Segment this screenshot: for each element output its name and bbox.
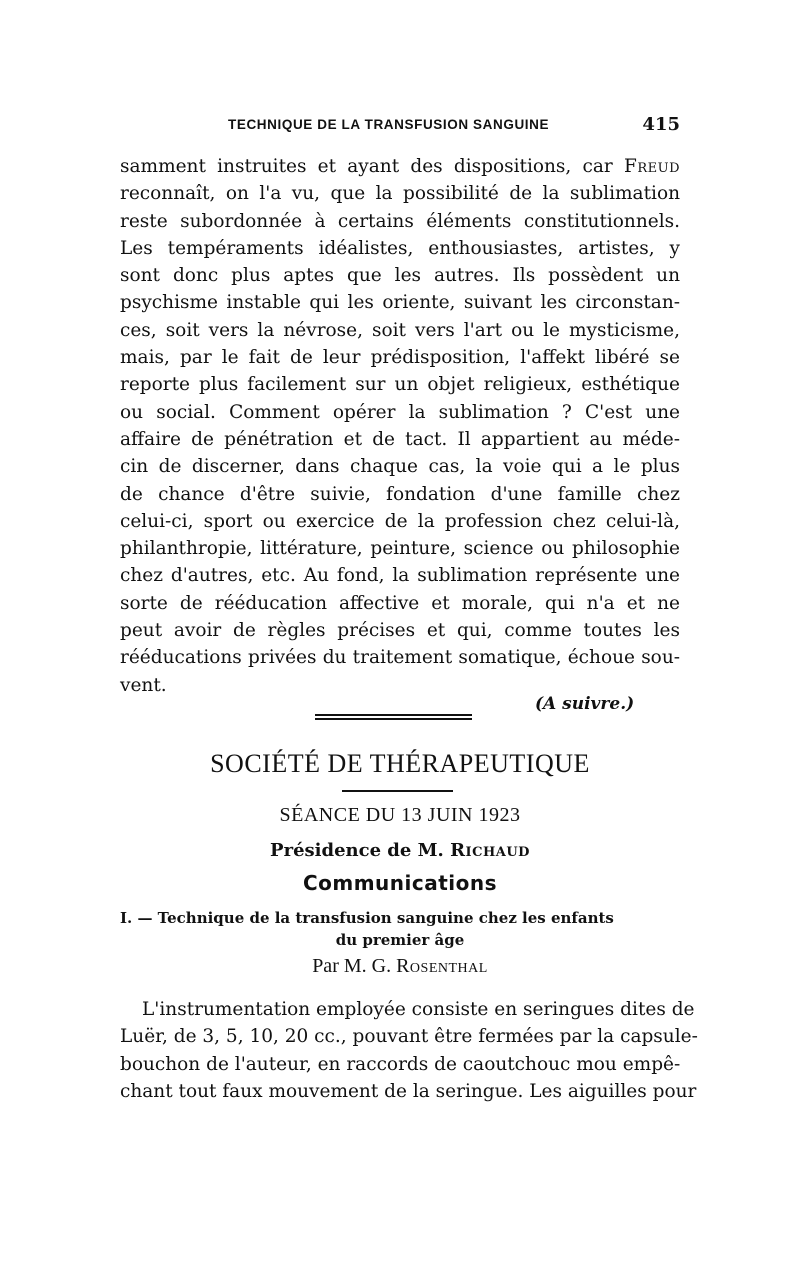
text-line: samment instruites et ayant des dispositions, car Freud [120, 156, 680, 177]
text-line: sont donc plus aptes que les autres. Ils possèdent un [120, 265, 680, 287]
text-line: Luër, de 3, 5, 10, 20 cc., pouvant être fermées par la capsule- [120, 1026, 698, 1048]
author-name: Rosenthal [396, 955, 488, 977]
communications-heading: Communications [302, 871, 498, 895]
text-line: Les tempéraments idéalistes, enthousiastes, artistes, y [120, 237, 680, 259]
double-rule-divider [315, 714, 472, 720]
article-title-line: du premier âge [335, 931, 465, 949]
text-line: philanthropie, littérature, peinture, science ou philosophie [120, 538, 680, 560]
running-head-title: TECHNIQUE DE LA TRANSFUSION SANGUINE [228, 117, 550, 132]
text-line: bouchon de l'auteur, en raccords de caoutchouc mou empê- [120, 1053, 681, 1075]
text-line: ces, soit vers la névrose, soit vers l'art ou le mysticisme, [120, 319, 680, 341]
text-line: rééducations privées du traitement somatique, échoue sou- [120, 647, 680, 669]
to-be-continued: (A suivre.) [535, 694, 635, 714]
text-line: mais, par le fait de leur prédisposition, l'affekt libéré se [120, 347, 680, 369]
text-line: L'instrumentation employée consiste en seringues dites de [142, 999, 695, 1020]
paragraph-sublimation [120, 153, 680, 699]
text-line: affaire de pénétration et de tact. Il appartient au méde- [120, 428, 680, 450]
article-title [120, 907, 680, 951]
author-name-freud: Freud [624, 156, 680, 177]
text-line: peut avoir de règles précises et qui, comme toutes les [120, 620, 680, 642]
text-line: chant tout faux mouvement de la seringue. Les aiguilles pour [120, 1080, 697, 1102]
text-line: reste subordonnée à certains éléments constitutionnels. [120, 210, 680, 232]
text-line: celui-ci, sport ou exercice de la profession chez celui-là, [120, 510, 680, 532]
president-name: Richaud [450, 840, 530, 861]
paragraph-instrumentation [120, 996, 698, 1105]
text-line: cin de discerner, dans chaque cas, la voie qui a le plus [120, 456, 680, 478]
running-head [120, 114, 680, 139]
article-author [0, 955, 800, 978]
author-prefix: Par M. G. [312, 955, 397, 977]
presidence-prefix: Présidence de M. [270, 840, 451, 861]
article-title-line: I. — Technique de la transfusion sanguine chez les enfants [120, 909, 614, 927]
text-line: sorte de rééducation affective et morale, qui n'a et ne [120, 592, 680, 614]
page-number: 415 [642, 114, 680, 135]
text-line: reconnaît, on l'a vu, que la possibilité de la sublimation [120, 183, 680, 205]
rule-divider [342, 790, 453, 792]
text-line: ou social. Comment opérer la sublimation ? C'est une [120, 401, 680, 423]
text-line: vent. [120, 674, 167, 696]
presidence-line [0, 840, 800, 861]
seance-heading: SÉANCE DU 13 JUIN 1923 [279, 804, 521, 826]
text-line: de chance d'être suivie, fondation d'une famille chez [120, 483, 680, 505]
society-title: SOCIÉTÉ DE THÉRAPEUTIQUE [210, 749, 590, 778]
text-line: psychisme instable qui les oriente, suivant les circonstan- [120, 292, 680, 314]
text-line: reporte plus facilement sur un objet religieux, esthétique [120, 374, 680, 396]
text-line: chez d'autres, etc. Au fond, la sublimation représente une [120, 565, 680, 587]
